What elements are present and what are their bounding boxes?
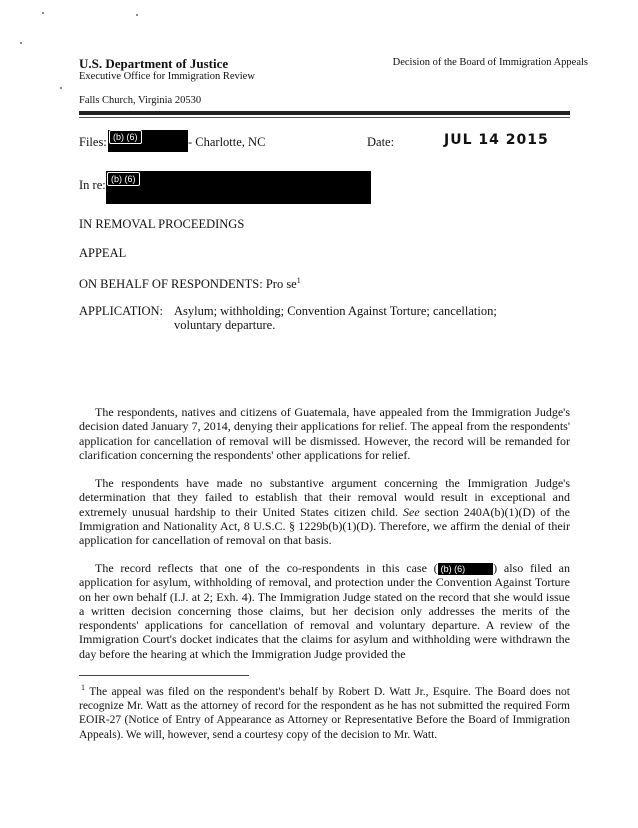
footnote-rule <box>79 675 249 676</box>
in-re-redaction-label: (b) (6) <box>107 172 140 186</box>
scan-speck <box>20 42 22 44</box>
office-name: Executive Office for Immigration Review <box>79 71 255 82</box>
footnote-mark: 1 <box>296 276 301 285</box>
scan-speck <box>42 12 44 14</box>
paragraph-2-text-b: section 240A(b)(1)(D) of the Immigration and Nationality Act, 8 U.S.C. § 1229b(b)(1)(D). Therefore, we affirm the denial of their application for cancellation of removal on that basis. <box>79 504 570 548</box>
paragraph-2-see: See <box>403 504 420 519</box>
on-behalf-text: ON BEHALF OF RESPONDENTS: Pro se <box>79 277 297 292</box>
appeal-heading: APPEAL <box>79 246 127 260</box>
agency-name: U.S. Department of Justice <box>79 56 229 71</box>
date-stamp: JUL 14 2015 <box>444 132 549 148</box>
date-label: Date: <box>367 135 395 149</box>
paragraph-3-text-b: ) also filed an application for asylum, withholding of removal, and protection under the Convention Against Torture on her own behalf (I.J. at 2; Exh. 4). The Immigration Judge stated on the record that she would issue a written decision concerning those claims, but her decision only addresses the merits of the respondents' applications for cancellation of removal and voluntary departure. A review of the Immigration Court's docket indicates that the claims for asylum and withholding were withdrawn the day before the hearing at which the Immigration Judge provided the <box>79 561 570 661</box>
in-re-redaction-box <box>106 171 371 204</box>
on-behalf-line <box>79 274 301 291</box>
in-re-label: In re: <box>79 178 106 192</box>
office-address: Falls Church, Virginia 20530 <box>79 95 202 106</box>
scan-speck <box>136 14 138 16</box>
application-line-2: voluntary departure. <box>174 318 276 332</box>
scan-speck <box>60 87 62 89</box>
decision-title: Decision of the Board of Immigration Appeals <box>392 57 588 68</box>
paragraph-2 <box>79 476 570 547</box>
proceedings-type: IN REMOVAL PROCEEDINGS <box>79 217 245 231</box>
paragraph-3 <box>79 561 570 661</box>
paragraph-3-redaction: (b) (6) <box>438 563 494 575</box>
footnote-number: 1 <box>81 683 85 692</box>
application-line-1: Asylum; withholding; Convention Against Torture; cancellation; <box>174 304 497 318</box>
application-label: APPLICATION: <box>79 304 164 318</box>
header-rule-thin <box>79 117 570 118</box>
paragraph-3-text-a: The record reflects that one of the co-respondents in this case ( <box>95 561 438 575</box>
footnote-text: The appeal was filed on the respondent's behalf by Robert D. Watt Jr., Esquire. The Board does not recognize Mr. Watt as the attorney of record for the respondent as he has not submitted the required Form EOIR-27 (Notice of Entry of Appearance as Attorney or Representative Before the Board of Immigration Appeals). We will, however, send a courtesy copy of the decision to Mr. Watt. <box>79 685 571 741</box>
files-redaction-label: (b) (6) <box>109 130 142 144</box>
files-label: Files: <box>79 135 107 149</box>
footnote <box>79 681 570 742</box>
paragraph-1: The respondents, natives and citizens of Guatemala, have appealed from the Immigration Judge's decision dated January 7, 2014, denying their applications for relief. The appeal from the respondents' application for cancellation of removal will be dismissed. However, the record will be remanded for clarification concerning the respondents' other applications for relief. <box>79 405 570 462</box>
files-location: - Charlotte, NC <box>188 135 266 149</box>
header-rule-thick <box>79 111 570 115</box>
paragraph-2-text-a: The respondents have made no substantive argument concerning the Immigration Judge's determination that they failed to establish that their removal would result in exceptional and extremely unusual hardship to their United States citizen child. <box>79 476 570 519</box>
